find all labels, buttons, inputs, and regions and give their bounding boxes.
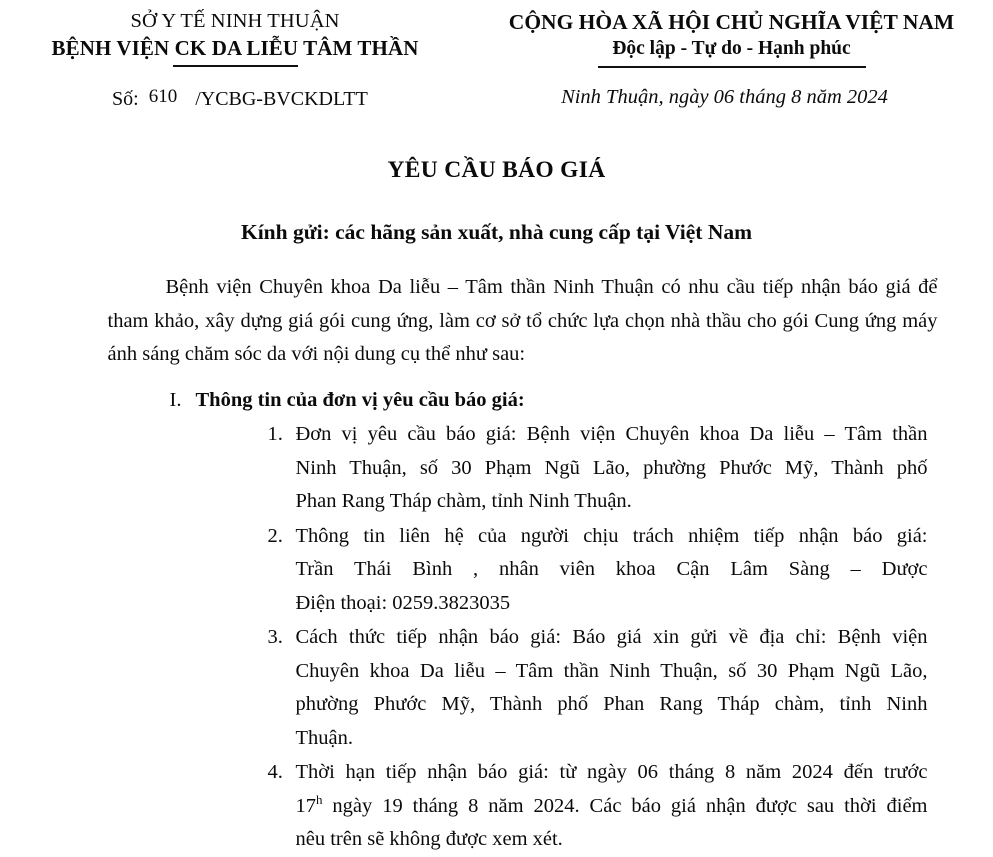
document-meta-row <box>0 86 993 111</box>
letterhead-divider-right <box>598 66 866 68</box>
list-item-line: Ninh Thuận, số 30 Phạm Ngũ Lão, phường Phước Mỹ, Thành phố <box>295 456 928 479</box>
hour-superscript: h <box>316 791 323 807</box>
document-number-block <box>0 86 470 111</box>
list-item-line: Đơn vị yêu cầu báo giá: Bệnh viện Chuyên khoa Da liễu – Tâm thần <box>295 423 928 446</box>
section-title: Thông tin của đơn vị yêu cầu báo giá: <box>195 388 525 411</box>
section-1-item-list <box>108 418 938 857</box>
intro-paragraph: Bệnh viện Chuyên khoa Da liễu – Tâm thần Ninh Thuận có nhu cầu tiếp nhận báo giá để tham khảo, xây dựng giá gói cung ứng, làm cơ sở tổ chức lựa chọn nhà thầu cho gói Cung ứng máy ánh sáng chăm sóc da với nội dung cụ thể như sau: <box>107 276 938 366</box>
list-item-line: Phan Rang Tháp chàm, tỉnh Ninh Thuận. <box>295 490 632 513</box>
list-item-marker: 3. <box>267 626 283 649</box>
list-item-marker: 4. <box>267 761 283 784</box>
list-item-text <box>296 520 938 621</box>
list-item-text <box>296 756 938 857</box>
national-motto: Độc lập - Tự do - Hạnh phúc <box>612 38 851 60</box>
document-title: YÊU CẦU BÁO GIÁ <box>387 157 606 184</box>
list-item-text <box>296 418 938 519</box>
document-body <box>56 271 938 857</box>
list-item-line: Điện thoại: 0259.3823035 <box>295 591 511 614</box>
list-item-line: phường Phước Mỹ, Thành phố Phan Rang Tháp chàm, tỉnh Ninh <box>295 693 928 716</box>
list-item-line: Thời hạn tiếp nhận báo giá: từ ngày 06 tháng 8 năm 2024 đến trước <box>295 761 928 784</box>
issuing-hospital-name: BỆNH VIỆN CK DA LIỄU TÂM THẦN <box>51 36 419 61</box>
letterhead <box>0 0 993 68</box>
section-heading-1 <box>108 384 938 418</box>
parent-authority-name: SỞ Y TẾ NINH THUẬN <box>130 10 340 32</box>
list-item-line: Thông tin liên hệ của người chịu trách nhiệm tiếp nhận báo giá: <box>295 524 928 547</box>
section-numeral: I. <box>169 388 182 411</box>
list-item <box>108 418 938 519</box>
addressee-line: Kính gửi: các hãng sản xuất, nhà cung cấp tại Việt Nam <box>240 220 753 245</box>
issuing-authority-block <box>0 8 470 68</box>
list-item <box>108 520 938 621</box>
document-number-value: 610 <box>148 86 178 108</box>
list-item-line: 17$^h$ ngày 19 tháng 8 năm 2024. Các báo giá nhận được sau thời điểm <box>295 791 928 817</box>
list-item-line: nêu trên sẽ không được xem xét. <box>295 828 563 851</box>
list-item-line: Cách thức tiếp nhận báo giá: Báo giá xin gửi về địa chỉ: Bệnh viện <box>295 626 928 649</box>
list-item-line: Thuận. <box>295 726 353 749</box>
letterhead-divider-left <box>173 65 298 67</box>
national-heading-block <box>470 8 993 68</box>
list-item <box>108 621 938 755</box>
place-and-date: Ninh Thuận, ngày 06 tháng 8 năm 2024 <box>561 86 888 109</box>
list-item-marker: 1. <box>267 423 283 446</box>
list-item-line: Trần Thái Bình , nhân viên khoa Cận Lâm Sàng – Dược <box>295 558 928 581</box>
document-number-suffix: /YCBG-BVCKDLTT <box>195 88 368 111</box>
list-item-text <box>296 621 938 755</box>
list-item <box>108 756 938 857</box>
national-title: CỘNG HÒA XÃ HỘI CHỦ NGHĨA VIỆT NAM <box>508 10 955 34</box>
list-item-line: Chuyên khoa Da liễu – Tâm thần Ninh Thuận, số 30 Phạm Ngũ Lão, <box>295 659 928 682</box>
list-item-marker: 2. <box>267 524 283 547</box>
document-number-label: Số: <box>112 88 139 111</box>
